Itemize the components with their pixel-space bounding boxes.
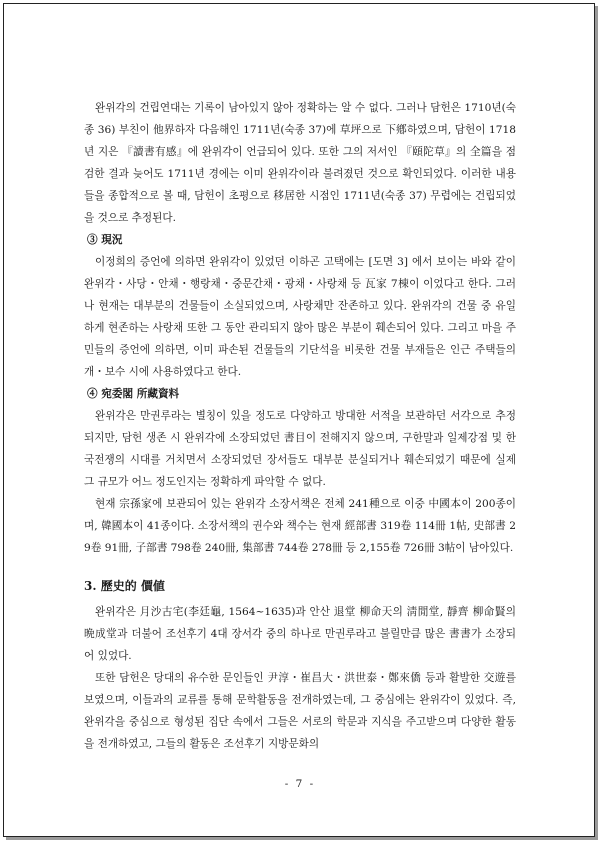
paragraph-historical-2: 또한 담헌은 당대의 유수한 문인들인 尹淳・崔昌大・洪世泰・鄭來僑 등과 활발한 交遊를 보였으며, 이들과의 교류를 통해 문학활동을 전개하였는데, 그 중심에는 완위각이 있었다. 즉, 완위각을 중심으로 형성된 집단 속에서 그들은 서로의 학문과 지식을 주고받으며 다양한 활동을 전개하였고, 그들의 활동은 조선후기 지방문화의 — [84, 672, 516, 750]
heading-collection: ④ 宛委閣 所藏資料 — [87, 388, 180, 400]
heading-current-status: ③ 現況 — [87, 234, 123, 246]
paragraph-collection-2: 현재 宗孫家에 보관되어 있는 완위각 소장서책은 전체 241種으로 이중 中國本이 200종이며, 韓國本이 41종이다. 소장서책의 권수와 책수는 현재 經部書 319卷 114冊 1帖, 史部書 29卷 91冊, 子部書 798卷 240冊, 集部書 744卷 278冊 등 2,155卷 726冊 3帖이 남아있다. — [84, 498, 516, 554]
paragraph-current-status: 이정희의 증언에 의하면 완위각이 있었던 이하곤 고택에는 [도면 3] 에서 보이는 바와 같이 완위각・사당・안채・행랑채・중문간채・광채・사랑채 등 瓦家 7棟이 이었다고 한다. 그러나 현재는 대부분의 건물들이 소실되었으며, 사랑채만 잔존하고 있다. 완위각의 건물 중 유일하게 현존하는 사랑채 또한 그 동안 관리되지 않아 많은 부분이 훼손되어 있다. 그리고 마을 주민들의 증언에 의하면, 이미 파손된 건물들의 기단석을 비롯한 건물 부재들은 인근 주택들의 개・보수 시에 사용하였다고 한다. — [84, 256, 516, 378]
paragraph-historical-1: 완위각은 月沙古宅(李廷龜, 1564~1635)과 안산 退堂 柳命天의 淸閒堂, 靜齊 柳命賢의 晩成堂과 더불어 조선후기 4대 장서각 중의 하나로 만권루라고 불릴만큼 많은 書書가 소장되어 있었다. — [84, 606, 516, 662]
paragraph-intro: 완위각의 건립연대는 기록이 남아있지 않아 정확하는 알 수 없다. 그러나 담헌은 1710년(숙종 36) 부친이 他界하자 다음해인 1711년(숙종 37)에 草坪으로 下鄕하였으며, 담헌이 1718년 지은 『讀書有感』에 완위각이 언급되어 있다. 또한 그의 저서인 『頤陀草』의 全篇을 점검한 결과 늦어도 1711년 경에는 이미 완위각이라 불려졌던 것으로 확인되었다. 이러한 내용들을 종합적으로 볼 때, 담헌이 초평으로 移居한 시점인 1711년(숙종 37) 무렵에는 건립되었을 것으로 추정된다. — [84, 102, 516, 224]
section-heading-historical-value: 3. 歷史的 價値 — [84, 579, 165, 593]
document-body — [84, 97, 516, 755]
paragraph-collection-1: 완위각은 만권루라는 별칭이 있을 정도로 다양하고 방대한 서적을 보관하던 서각으로 추정되지만, 담헌 생존 시 완위각에 소장되었던 書目이 전해지지 않으며, 구한말과 일제강점 및 한국전쟁의 시대를 거치면서 소장되었던 장서들도 대부분 분실되거나 훼손되었기 때문에 실제 그 규모가 어느 정도인지는 정확하게 파악할 수 없다. — [84, 410, 516, 488]
page-number: - 7 - — [284, 778, 316, 790]
